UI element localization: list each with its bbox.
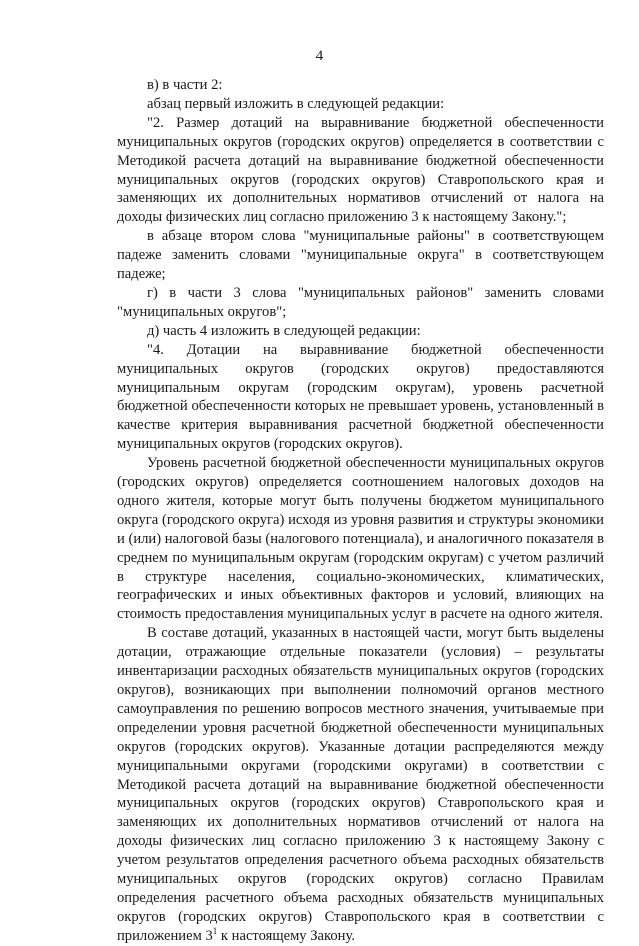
document-body	[117, 76, 604, 946]
paragraph-3: "2. Размер дотаций на выравнивание бюджетной обеспеченности муниципальных округов (городских округов) определяется в соответствии с Методикой расчета дотаций на выравнивание бюджетной обеспеченности муниципальных округов (городских округов) Ставропольского края и заменяющих их дополнительных нормативов отчислений от налога на доходы физических лиц согласно приложению 3 к настоящему Закону.";	[117, 114, 604, 226]
paragraph-1: в) в части 2:	[147, 77, 223, 93]
paragraph-2: абзац первый изложить в следующей редакции:	[147, 95, 445, 112]
paragraph-4: в абзаце втором слова "муниципальные районы" в соответствующем падеже заменить словами "муниципальные округа" в соответствующем падеже;	[117, 228, 604, 283]
paragraph-9	[117, 624, 604, 945]
paragraph-9-text: В составе дотаций, указанных в настоящей части, могут быть выделены дотации, отражающие отдельные показатели (условия) – результаты инвентаризации расходных обязательств муниципальных округов (городских округов), возникающих при выполнении полномочий органов местного самоуправления по решению вопросов местного значения, учитываемые при определении уровня расчетной бюджетной обеспеченности муниципальных округов (городских округов). Указанные дотации распределяются между муниципальными округами (городскими округами) в соответствии с Методикой расчета дотаций на выравнивание бюджетной обеспеченности муниципальных округов (городских округов) Ставропольского края и заменяющих их дополнительных нормативов отчислений от налога на доходы физических лиц согласно приложению 3 к настоящему Закону с учетом результатов определения расчетного объема расходных обязательств муниципальных округов (городских округов) согласно Правилам определения расчетного объема расходных обязательств муниципальных округов (городских округов) Ставропольского края в соответствии с приложением 3	[117, 625, 604, 944]
paragraph-8: Уровень расчетной бюджетной обеспеченности муниципальных округов (городских округов) определяется соотношением налоговых доходов на одного жителя, которые могут быть получены бюджетом муниципального округа (городского округа) исходя из уровня развития и структуры экономики и (или) налоговой базы (налогового потенциала), и аналогичного показателя в среднем по муниципальным округам (городским округам) с учетом различий в структуре населения, социально-экономических, климатических, географических и иных объективных факторов и условий, влияющих на стоимость предоставления муниципальных услуг в расчете на одного жителя.	[117, 455, 604, 623]
paragraph-5: г) в части 3 слова "муниципальных районов" заменить словами "муниципальных округов";	[117, 284, 604, 320]
page-number: 4	[315, 48, 324, 64]
paragraph-6: д) часть 4 изложить в следующей редакции:	[147, 322, 421, 339]
superscript-marker: 1	[212, 925, 218, 936]
paragraph-7: "4. Дотации на выравнивание бюджетной обеспеченности муниципальных округов (городских округов) предоставляются муниципальным округам (городским округам), уровень расчетной бюджетной обеспеченности которых не превышает уровень, установленный в качестве критерия выравнивания расчетной бюджетной обеспеченности муниципальных округов (городских округов).	[117, 341, 604, 453]
paragraph-9-tail: к настоящему Закону.	[217, 927, 355, 944]
